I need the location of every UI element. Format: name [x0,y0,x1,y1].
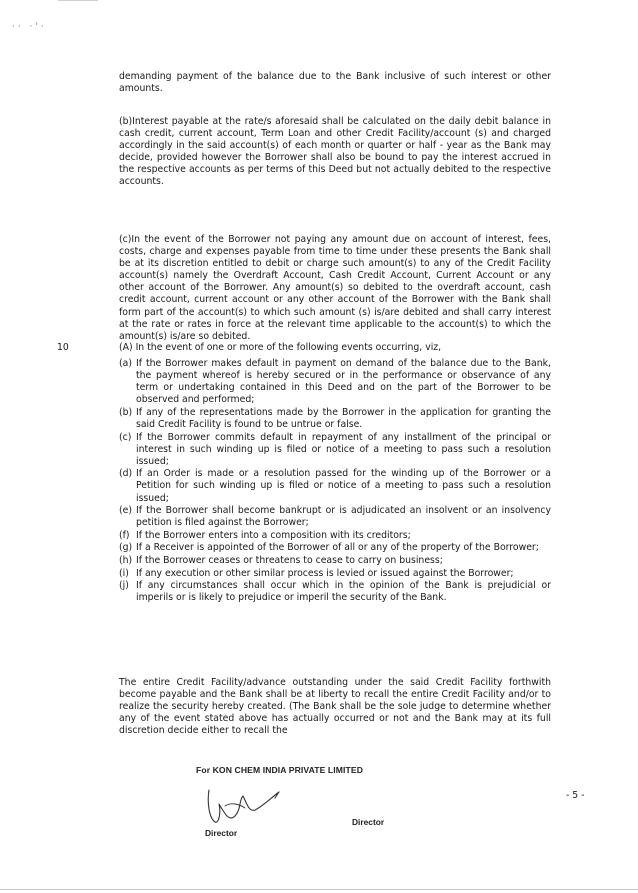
list-item-label: (f) [119,529,130,541]
signatory-left-title: Director [205,828,238,838]
list-item-label: (a) [119,358,132,369]
signatory-right-title: Director [352,817,385,827]
signature-company: For KON CHEM INDIA PRIVATE LIMITED [196,765,363,775]
list-item [119,505,551,529]
list-item-label: (c) [119,431,132,443]
list-item-label: (i) [119,567,129,579]
list-item [119,542,551,554]
list-item [119,568,551,580]
list-item-text: If any execution or other similar process is levied or issued against the Borrower; [136,567,514,579]
list-item-label: (e) [119,505,132,517]
list-item [119,530,551,542]
list-item-text: If the Borrower ceases or threatens to cease to carry on business; [136,555,443,566]
list-item-text: If any of the representations made by the Borrower in the application for granting the said Credit Facility is found to be untrue or false. [136,406,551,430]
list-item-text: If any circumstances shall occur which in the opinion of the Bank is prejudicial or imperils or is likely to prejudice or imperil the security of the Bank. [136,580,551,604]
events-list [119,358,551,605]
clause-number: 10 [57,342,69,353]
handwritten-signature-icon [195,782,305,834]
list-item [119,580,551,604]
paragraph-closing: The entire Credit Facility/advance outstanding under the said Credit Facility forthwith become payable and the Bank shall be at liberty to recall the entire Credit Facility and/or to realize the security hereby created. (The Bank shall be the sole judge to determine whether any of the event stated above has actually occurred or not and the Bank may at its full discretion decide either to recall the [119,677,551,737]
paragraph-b-interest: (b)Interest payable at the rate/s aforesaid shall be calculated on the daily debit balance in cash credit, current account, Term Loan and other Credit Facility/account (s) and charged accordingly in the said account(s) of each month or quarter or half - year as the Bank may decide, provided however the Borrower shall also be bound to pay the interest accrued in the respective accounts as per terms of this Deed but not actually debited to the respective accounts. [119,116,551,188]
list-item-text: If the Borrower makes default in payment on demand of the balance due to the Bank, the payment whereof is hereby secured or in the performance or observance of any term or undertaking contained in this Deed and on the part of the Borrower to be observed and performed; [136,358,551,406]
list-item-label: (d) [119,468,133,480]
scan-edge-line [0,889,638,890]
list-item-label: (g) [119,542,133,554]
list-item [119,432,551,468]
scan-artifact-line [58,0,98,1]
paragraph-continuation: demanding payment of the balance due to the Bank inclusive of such interest or other amounts. [119,71,551,95]
paragraph-c-debit: (c)In the event of the Borrower not paying any amount due on account of interest, fees, costs, charge and expenses payable from time to time under these presents the Bank shall be at its discretion entitled to debit or charge such amount(s) to any of the Credit Facility account(s) namely the Overdraft Account, Cash Credit Account, Current Account or any other account of the Borrower. Any amount(s) so debited to the overdraft account, cash credit account, current account or any other account of the Borrower with the Bank shall form part of the account(s) to which such amount (s) is/are debited and shall carry interest at the rate or rates in force at the relevant time applicable to the account(s) to which the amount(s) is/are so debited. [119,234,551,342]
scan-specks: ·· ·'· [12,22,47,32]
list-item-text: If the Borrower commits default in repayment of any installment of the principal or interest in such winding up is filed or notice of a meeting to pass such a resolution issued; [136,431,551,467]
list-item-text: If an Order is made or a resolution passed for the winding up of the Borrower or a Petition for such winding up is filed or notice of a meeting to pass such a resolution issued; [136,468,551,504]
clause-intro: (A) In the event of one or more of the following events occurring, viz, [119,342,442,353]
list-item-text: If the Borrower shall become bankrupt or is adjudicated an insolvent or an insolvency petition is filed against the Borrower; [136,505,551,529]
list-item [119,407,551,431]
list-item-label: (h) [119,555,133,566]
page-number: - 5 - [566,790,585,801]
list-item [119,358,551,406]
list-item-label: (j) [119,580,129,592]
list-item-text: If a Receiver is appointed of the Borrower of all or any of the property of the Borrower; [136,542,539,554]
list-item [119,555,551,567]
list-item [119,468,551,504]
list-item-label: (b) [119,406,133,418]
list-item-text: If the Borrower enters into a composition with its creditors; [136,529,411,541]
